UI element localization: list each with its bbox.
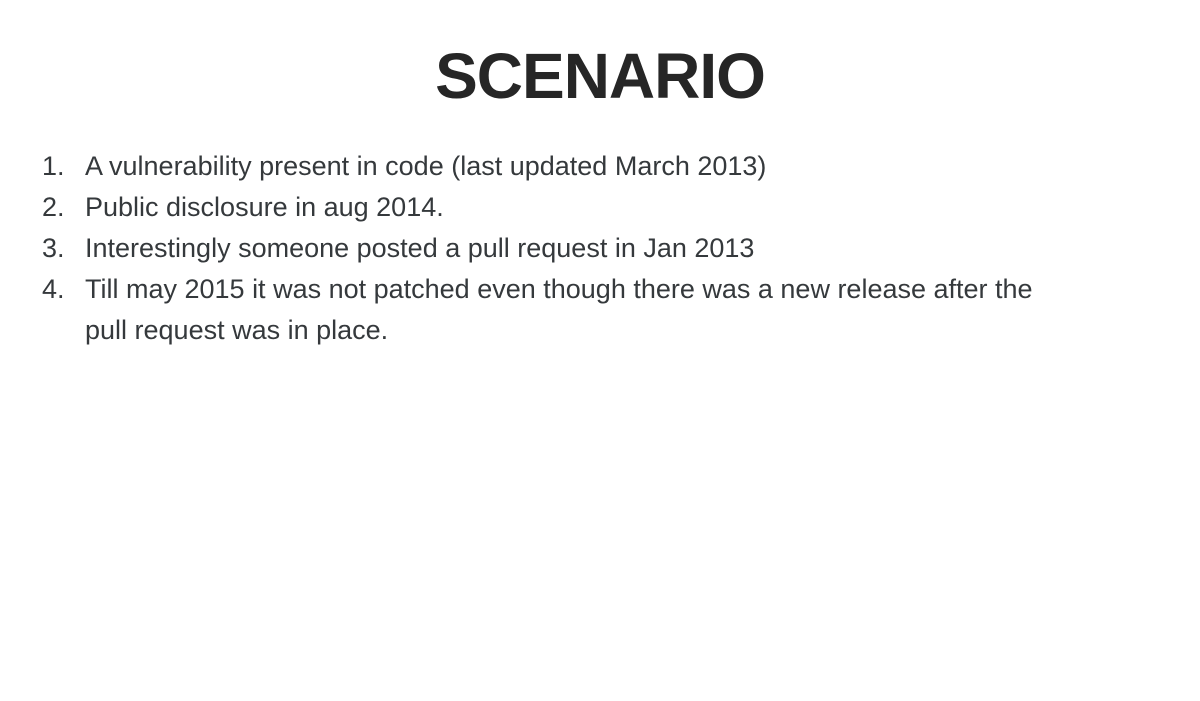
scenario-list	[42, 146, 1162, 351]
list-item-number: 3.	[42, 233, 65, 263]
list-item-number: 1.	[42, 151, 65, 181]
list-item	[42, 269, 1162, 351]
list-item-text	[85, 146, 1162, 187]
list-item-text	[85, 269, 1162, 351]
list-item	[42, 228, 1162, 269]
slide-title: SCENARIO	[435, 40, 765, 112]
list-item-line: Till may 2015 it was not patched even though there was a new release after the	[85, 274, 1033, 304]
list-item-number: 4.	[42, 274, 65, 304]
list-item	[42, 187, 1162, 228]
list-item-number: 2.	[42, 192, 65, 222]
list-item	[42, 146, 1162, 187]
list-item-line: Interestingly someone posted a pull request in Jan 2013	[85, 233, 755, 263]
list-item-line: pull request was in place.	[85, 315, 389, 345]
list-item-line: Public disclosure in aug 2014.	[85, 192, 444, 222]
list-item-text	[85, 228, 1162, 269]
list-item-line: A vulnerability present in code (last updated March 2013)	[85, 151, 767, 181]
list-item-text	[85, 187, 1162, 228]
